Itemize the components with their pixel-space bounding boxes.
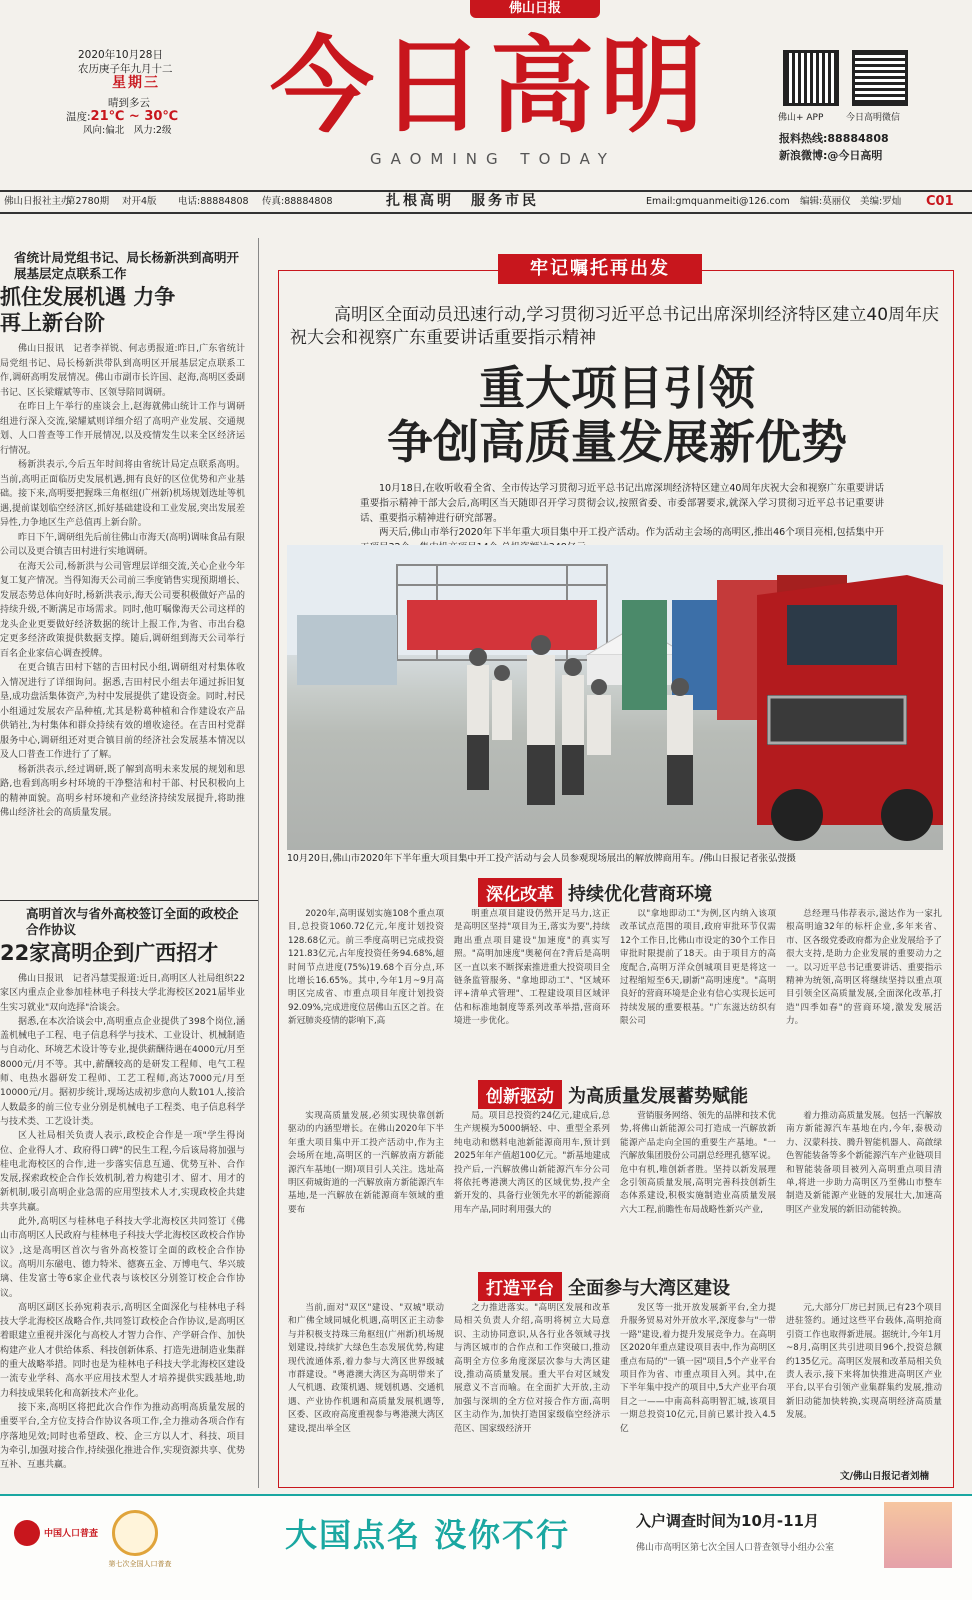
paragraph: 佛山日报讯 记者冯慧雯报道:近日,高明区人社局组织22家区内重点企业参加桂林电子科技大学北海校区2021届毕业生实习就业"双向选择"洽谈会。 [0, 974, 245, 1013]
paragraph: 两天后,佛山市举行2020年下半年重大项目集中开工投产活动。作为活动主会场的高明区,推出46个项目亮相,包括集中开 [379, 527, 884, 539]
section-column: 之力推进落实。"高明区发展和改革局相关负责人介绍,高明将树立大局意识、主动协同意识,从各行业各领域寻找与湾区城市的合作点和工作突破口,推动高明全方位多角度深层次参与大湾区建设,推动高质量发展。重大平台对区域发展意义不言而喻。在全面扩大开放,主动加强与深圳的全方位对接合作方面,高明区主动作为,加快打造国家级临空经济示范区、国家级经济开 [454, 1303, 610, 1434]
section-column: 局。项目总投资约24亿元,建成后,总生产规模为5000辆轻、中、重型全系列纯电动和燃料电池新能源商用车,预计到2025年年产值超100亿元。"新基地建成投产后,一汽解放佛山新能源汽车分公司将依托粤港澳大湾区的区域优势,投产全新开发的、具备行业领先水平的新能源商用车产品,同时利用强大的 [454, 1111, 610, 1215]
masthead-subtitle: GAOMING TODAY [370, 150, 616, 168]
census-ad [0, 1494, 972, 1600]
section-title: 为高质量发展蓄势赋能 [568, 1086, 748, 1107]
wind: 风向:偏北 风力:2级 [83, 125, 172, 136]
editor: 编辑:莫丽仪 [800, 196, 851, 207]
census-logo-icon [14, 1520, 40, 1546]
section-tag: 创新驱动 [478, 1080, 562, 1109]
main-banner: 牢记嘱托再出发 [498, 254, 702, 284]
left-article-top [0, 250, 245, 821]
section-column: 当前,面对"双区"建设、"双城"联动和广佛全域同城化机遇,高明区正主动参与并积极支持珠三角枢纽(广州新)机场规划建设,持续扩大绿色生态发展优势,构建现代流通体系,着力参与大湾区世界级城市群建设。"粤港澳大湾区为高明带来了人气机遇、政策机遇、规划机遇、交通机遇、产业协作机遇和高质量发展机遇等,区委、区政府高度重视参与粤港澳大湾区建设,提出举全区 [288, 1303, 444, 1434]
section-heading [478, 1272, 730, 1301]
fax: 传真:88884808 [262, 196, 333, 207]
section-column: 发区等一批开放发展新平台,全力提升服务贸易对外开放水平,深度参与"一带一路"建设,着力提升发展竞争力。在高明区2020年重点建设项目表中,作为高明区重点布局的"一镇一园"项目,5个产业平台项目作为省、市重点项目入列。其中,在下半年集中投产的项目中,5大产业平台项目之一——中南高科高明智汇城,该项目一期总投资10亿元,目前已累计投入4.5亿 [620, 1303, 776, 1434]
census-period: 入户调查时间为10月-11月 [636, 1512, 819, 1530]
paragraph: 杨新洪表示,今后五年时间将由省统计局定点联系高明。当前,高明正面临历史发展机遇,拥有良好的区位优势和产业基础。接下来,高明要把握珠三角枢纽(广州新)机场规划选址等机遇,提前谋划临空经济区,抓好基础建设和工业发展,突出发展差异性,力争地区生产总值再上新台阶。 [0, 460, 245, 528]
paragraph: 据悉,在本次洽谈会中,高明重点企业提供了398个岗位,涵盖机械电子工程、电子信息科学与技术、工业设计、机械制造与自动化、环境艺术设计等专业,提供薪酬待遇在4000元/月至8000元/月不等。其中,薪酬较高的是研发工程师、电气工程师、电热水器研发工程师、工艺工程师,高达7000元/月至10000元/月。据初步统计,现场达成初步意向人数101人,接洽人数最多的前三位专业分别是机械电子工程类、电子信息科学与技术类、工艺设计类。 [0, 1016, 245, 1127]
section-tag: 深化改革 [478, 878, 562, 907]
left-bottom-kicker: 高明首次与省外高校签订全面的政校企合作协议 [26, 906, 239, 937]
section-column: 实现高质量发展,必须实现快靠创新驱动的内涵型增长。在佛山2020年下半年重大项目集中开工投产活动中,作为主会场所在地,高明区的一汽解放南方新能源汽车基地(一期)项目引人关注。选址高明区荷城街道的一汽解放南方新能源汽车基地,是一汽解放在新能源商车领域的重要布 [288, 1111, 444, 1215]
slogan: 扎根高明 服务市民 [386, 193, 539, 209]
phone: 电话:88884808 [178, 196, 249, 207]
section-column: 明重点项目建设仍然开足马力,这正是高明区坚持"项目为王,落实为要",持续跑出重点项目建设"加速度"的真实写照。"高明加速度"奥秘何在?背后是高明区一直以来不断探索推进重大投资项目全链条监管服务、"拿地即动工"、"区域环评+清单式管理"、工程建设项目区域评估和标准地制度等系列改革举措,营商环境进一步优化。 [454, 909, 610, 1027]
left-article-bottom [0, 906, 245, 1472]
lunar-date: 农历庚子年九月十二 [78, 63, 173, 75]
census-badge-text: 第七次全国人口普查 [108, 1560, 172, 1568]
paragraph: 在更合镇吉田村下辖的吉田村民小组,调研组对村集体收入情况进行了详细询问。据悉,吉田村民小组去年通过拆旧复垦,成功盘活集体资产,为村中发展提供了建设资金。同时,村民小组通过发展农产品种植,尤其是粉葛种植和合作建设农产品供销社,为村集体和群众持续有效的增收途径。在吉田村党群服务中心,调研组还对更合镇目前的经济社会发展基本情况以及人口普查工作进行了了解。 [0, 663, 245, 760]
section-column: 营销服务网络、领先的品牌和技术优势,将佛山新能源公司打造成一汽解放新能源产品走向全国的重要生产基地。"一汽解放集团股份公司副总经理孔德军说。危中有机,唯创新者胜。坚持以新发展理念引领高质量发展,高明完善科技创新生态体系建设,积极实施制造业高质量发展六大工程,前瞻性布局战略性新兴产业, [620, 1111, 776, 1215]
hotline: 报料热线:88884808 [779, 132, 889, 145]
photo-caption: 10月20日,佛山市2020年下半年重大项目集中开工投产活动与会人员参观现场展出的解放牌商用车。/佛山日报记者张弘弢摄 [287, 853, 796, 864]
census-illustration [884, 1502, 952, 1568]
section-heading [478, 878, 712, 907]
section-column: 2020年,高明谋划实施108个重点项目,总投资1060.72亿元,年度计划投资128.68亿元。前三季度高明已完成投资121.83亿元,占年度投资任务94.68%,超时间节点进度(75%)19.68个百分点,环比增长16.65%。其中,今年1月~9月高明区完成省、市重点项目年度计划投资92.09%,完成进度位居佛山五区之首。在新冠肺炎疫情的影响下,高 [288, 909, 444, 1027]
date-block [66, 48, 188, 138]
temperature: 21℃ ~ 30℃ [90, 109, 179, 124]
qr-code-wechat [852, 50, 908, 106]
section-title: 持续优化营商环境 [568, 884, 712, 905]
left-bottom-headline: 22家高明企到广西招才 [0, 941, 219, 965]
section-tag: 打造平台 [478, 1272, 562, 1301]
census-sponsor: 佛山市高明区第七次全国人口普查领导小组办公室 [636, 1543, 835, 1553]
page-count: 对开4版 [122, 196, 157, 207]
qr-app-label: 佛山+ APP [778, 113, 824, 123]
designer: 美编:罗灿 [860, 196, 902, 207]
section-column: 总经理马伟荐表示,滋达作为一家扎根高明逾32年的标杆企业,多年来省、市、区各级党委政府都为企业发展给予了很大支持,是助力企业发展的重要动力之一。以习近平总书记重要讲话、重要指示精神为统领,高明区将继续坚持以重点项目引领全区高质量发展,全面深化改革,打造"四季如春"的营商环境,激发发展活力。 [786, 909, 942, 1027]
main-headline-2: 争创高质量发展新优势 [387, 415, 847, 469]
qr-wechat-label: 今日高明微信 [846, 113, 901, 123]
section-column: 以"拿地即动工"为例,区内纳入该项改革试点范围的项目,政府审批环节仅需12个工作日,比佛山市设定的30个工作日审批时限提前了18天。由于项目方的高度配合,高明万洋众创城项目更是将这一过程缩短至6天,刷新"高明速度"。"高明良好的营商环境是企业有信心实现长远可持续发展的重要根基。"广东滋达纺织有限公司 [620, 909, 776, 1027]
weekday: 星期三 [112, 75, 160, 91]
top-band: 佛山日报 [470, 0, 600, 18]
byline: 文/佛山日报记者刘楠 [840, 1471, 929, 1482]
email: Email:gmquanmeiti@126.com [646, 196, 790, 207]
paragraph: 在海天公司,杨新洪与公司管理层详细交流,关心企业今年复工复产情况。当得知海天公司前三季度销售实现预期增长、发展态势总体向好时,杨新洪表示,海天公司要积极做好产品的持续升级,不断满足市场需求。同时,他叮嘱像海天公司这样的龙头企业更要做好经济数据的统计上报工作,为省、市出台稳定更多经济政策提供数据支撑。随后,调研组到海天公司举行百名企业家信心调查授牌。 [0, 561, 245, 659]
paragraph: 接下来,高明区将把此次合作作为推动高明高质量发展的重要平台,全方位支持合作协议各项工作,全力推动各项合作有序落地见效;同时也希望政、校、企三方以人才、科技、项目为牵引,加强对接合作,持续强化推进合作,实现资源共享、优势互补、互惠共赢。 [0, 1402, 245, 1471]
temp-label: 温度: [66, 111, 91, 123]
census-slogan: 大国点名 没你不行 [285, 1516, 571, 1554]
qr-code-app [783, 50, 839, 106]
section-heading [478, 1080, 748, 1109]
issue-number: 第2780期 [66, 196, 110, 207]
left-bottom-body [0, 972, 245, 1472]
info-bar [0, 194, 972, 210]
left-top-headline: 抓住发展机遇 力争再上新台阶 [0, 285, 176, 335]
section-title: 全面参与大湾区建设 [568, 1278, 730, 1299]
weibo: 新浪微博:@今日高明 [779, 149, 883, 162]
paragraph: 杨新洪表示,经过调研,既了解到高明未来发展的规划和思路,也看到高明乡村环境的干净整洁和村干部、村民积极向上的精神面貌。高明乡村环境和产业经济持续发展提升,将助推佛山经济社会的高质量发展。 [0, 764, 245, 818]
paragraph: 高明区副区长孙宛莉表示,高明区全面深化与桂林电子科技大学北海校区战略合作,共同签订政校企合作协议,是高明区着眼建立重视并深化与高校人才智力合作、产学研合作、加快构建产业人才供给体系、科技创新体系、打造先进制造业集群的重大战略举措。同时也是为桂林电子科技大学北海校区建设一流专业学科、高水平应用技术型人才培养提供实践基地,助力科技成果转化和高新技术产业化。 [0, 1302, 245, 1399]
paragraph: 在昨日上午举行的座谈会上,赵海就佛山统计工作与调研组进行深入交流,梁耀斌则详细介绍了高明产业发展、交通规划、人口普查等工作开展情况,以及疫情发生以来全区经济运行情况。 [0, 402, 245, 456]
main-photo [287, 545, 943, 850]
left-top-body [0, 342, 245, 821]
paragraph: 佛山日报讯 记者李祥锐、何志勇报道:昨日,广东省统计局党组书记、局长杨新洪带队到高明区开展基层定点联系工作,调研高明发展情况。佛山市副市长许国、赵海,高明区委副书记、区长梁耀斌等市、区领导陪同调研。 [0, 344, 245, 398]
left-top-kicker: 省统计局党组书记、局长杨新洪到高明开展基层定点联系工作 [14, 250, 240, 281]
main-subtitle: 高明区全面动员迅速行动,学习贯彻习近平总书记出席深圳经济特区建立40周年庆祝大会和视察广东重要讲话重要指示精神 [290, 305, 940, 348]
section-column: 着力推动高质量发展。包括一汽解放南方新能源汽车基地在内,今年,泰极动力、汉蒙科技、腾升智能机器人、高啟绿色智能装备等多个新能源汽车产业链项目和智能装备项目被列入高明重点项目清单,将进一步助力高明区乃至佛山市整车制造及新能源产业链的发展壮大,加速高明区产业发展的新旧动能转换。 [786, 1111, 942, 1215]
masthead-title: 今日高明 [270, 24, 711, 147]
paragraph: 区人社局相关负责人表示,政校企合作是一项"学生得岗位、企业得人才、政府得口碑"的民生工程,今后该局将加强与桂电北海校区的合作,进一步落实信息互通、优势互补、合作发展,探索政校企合作长效机制,着力构建引才、留才、用才的新机制,吸引高明企业急需的应用型技术人才,实现政校企共建共享共赢。 [0, 1131, 245, 1213]
paragraph: 10月18日,在收听收看全省、全市传达学习贯彻习近平总书记出席深圳经济特区建立40周年庆祝大会和视察广东重要讲话重要指示精神干部大会后,高明区当天随即召开学习贯彻会议,按照省委、市委部署要求,就深入学习贯彻习近平总书记重要讲话、重要指示精神进行研究部署。 [360, 483, 884, 524]
paragraph: 昨日下午,调研组先后前往佛山市海天(高明)调味食品有限公司以及更合镇吉田村进行实地调研。 [0, 532, 245, 557]
census-badge-icon [112, 1510, 158, 1556]
section-column: 元,大部分厂房已封顶,已有23个项目进驻签约。通过这些平台载体,高明抢商引资工作也取得新进展。据统计,今年1月~8月,高明区共引进项目96个,投资总额约135亿元。高明区发展和改革局相关负责人表示,接下来将加快推进高明区产业平台,以平台引领产业集群集约发展,推动新旧动能加快转换,实现高明经济高质量发展。 [786, 1303, 942, 1421]
publisher: 佛山日报社主办 [4, 196, 71, 207]
census-logo-text: 中国人口普查 [44, 1529, 99, 1539]
page-number: C01 [926, 194, 954, 209]
weather: 晴到多云 [108, 97, 150, 109]
main-headline-1: 重大项目引领 [479, 361, 755, 415]
paragraph: 此外,高明区与桂林电子科技大学北海校区共同签订《佛山市高明区人民政府与桂林电子科技大学北海校区政校合作协议》,这是高明区首次与省外高校签订全面的政校企合作协议。高明川东磁电、德力特米、德赛五金、万博电气、华兴玻璃、佳发富士等6家企业代表与该校区分别签订校企合作协议。 [0, 1217, 245, 1299]
date: 2020年10月28日 [78, 49, 163, 61]
